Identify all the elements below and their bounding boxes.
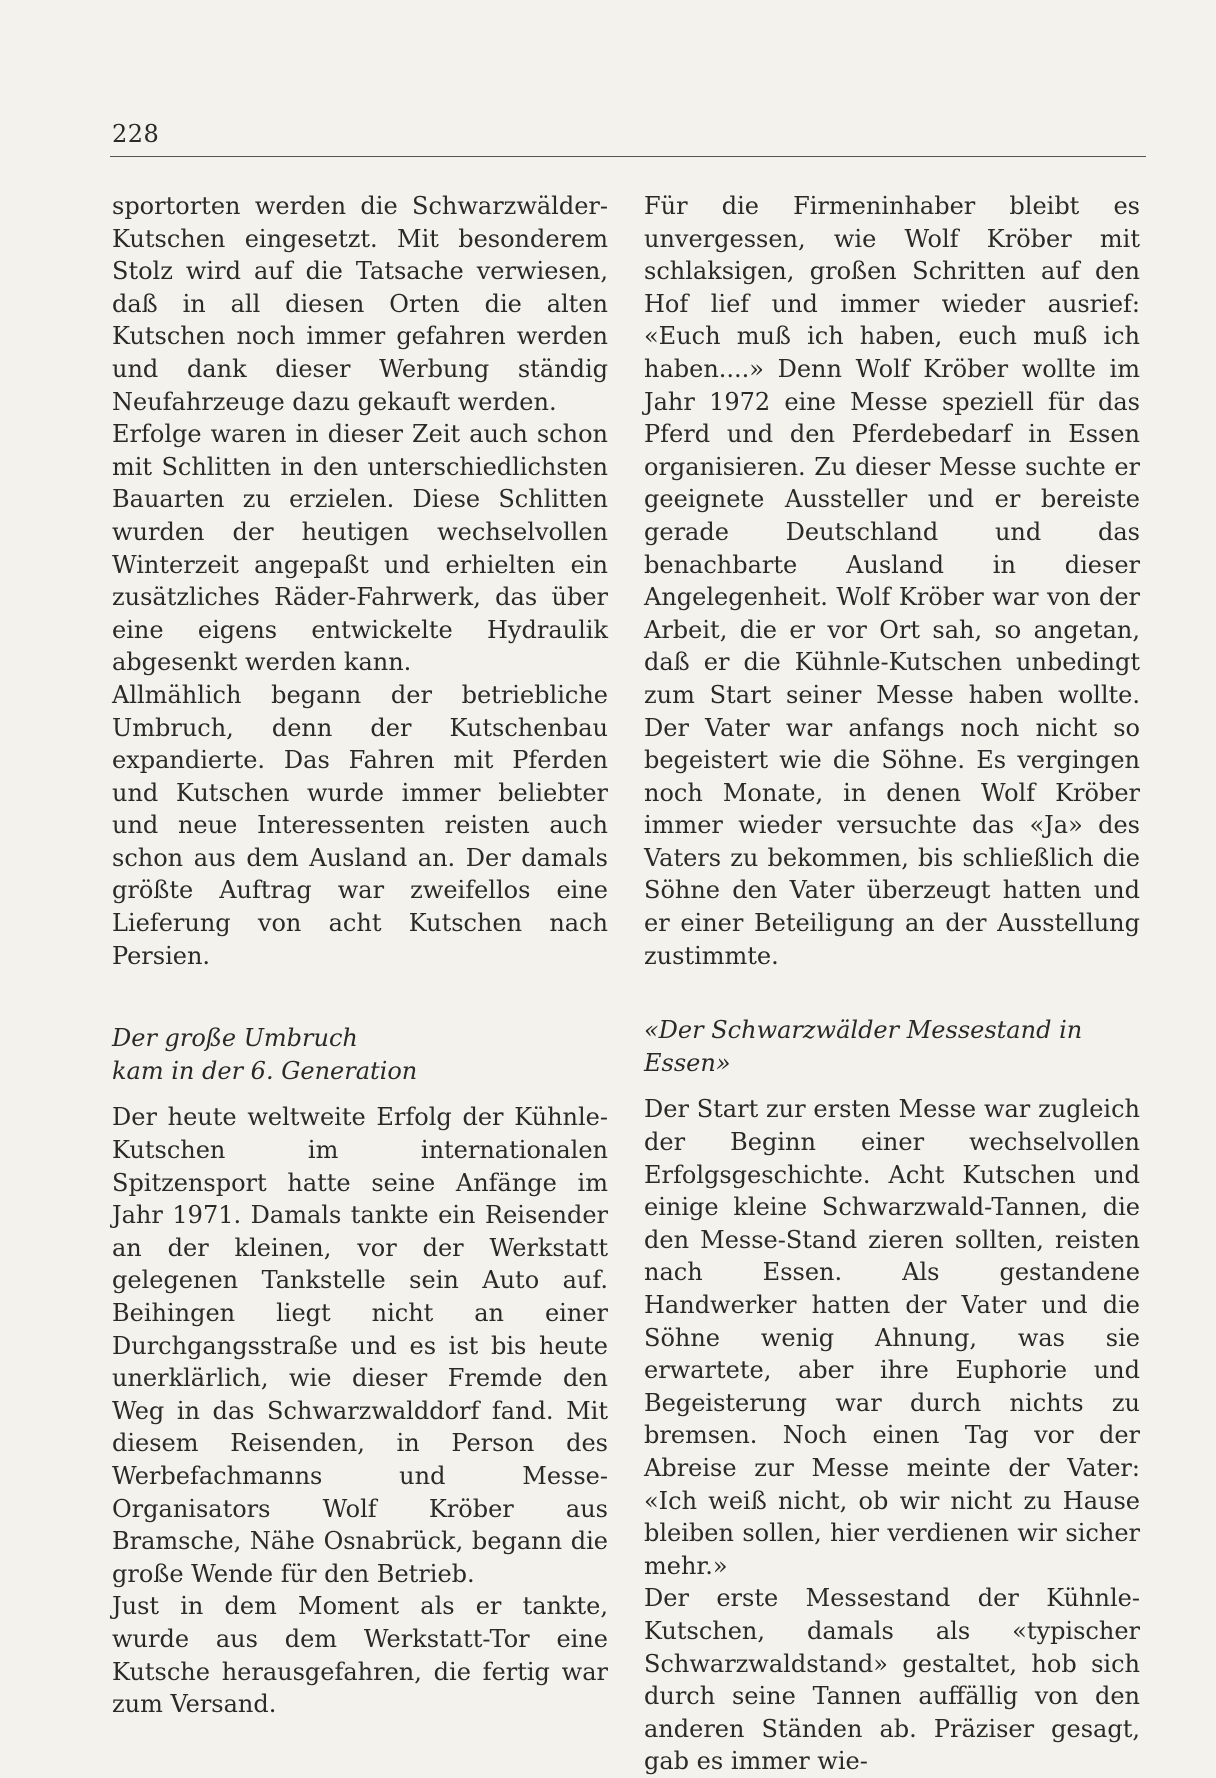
section-heading-line: Der große Umbruch xyxy=(112,1024,358,1053)
left-column xyxy=(112,190,608,1721)
section-heading xyxy=(112,1022,608,1087)
paragraph: Der Start zur ersten Messe war zugleich der Beginn einer wechselvollen Erfolgsgeschichte. Acht Kutschen und einige kleine Schwarzwald-Tannen, die den Messe-Stand zieren sollten, reisten nach Essen. Als gestandene Handwerker hatten der Vater und die Söhne wenig Ahnung, was sie erwartete, aber ihre Euphorie und Begeisterung war durch nichts zu bremsen. Noch einen Tag vor der Abreise zur Messe meinte der Vater: «Ich weiß nicht, ob wir nicht zu Hause bleiben sollen, hier verdienen wir sicher mehr.» xyxy=(644,1095,1140,1580)
paragraph: Der heute weltweite Erfolg der Kühnle-Kutschen im internationalen Spitzensport hatte seine Anfänge im Jahr 1971. Damals tankte ein Reisender an der kleinen, vor der Werkstatt gelegenen Tankstelle sein Auto auf. Beihingen liegt nicht an einer Durchgangsstraße und es ist bis heute unerklärlich, wie dieser Fremde den Weg in das Schwarzwalddorf fand. Mit diesem Reisenden, in Person des Werbefachmanns und Messe-Organisators Wolf Kröber aus Bramsche, Nähe Osnabrück, begann die große Wende für den Betrieb. xyxy=(112,1103,608,1588)
right-column xyxy=(644,190,1140,1778)
section-heading: «Der Schwarzwälder Messestand in Essen» xyxy=(644,1016,1083,1077)
paragraph: Just in dem Moment als er tankte, wurde aus dem Werkstatt-Tor eine Kutsche herausgefahren, die fertig war zum Versand. xyxy=(112,1592,608,1719)
page-number: 228 xyxy=(112,120,160,148)
section-heading-line: kam in der 6. Generation xyxy=(112,1056,418,1085)
header-rule xyxy=(110,156,1146,157)
paragraph: Allmählich begann der betriebliche Umbruch, denn der Kutschenbau expandierte. Das Fahren mit Pferden und Kutschen wurde immer beliebter und neue Interessenten reisten auch schon aus dem Ausland an. Der damals größte Auftrag war zweifellos eine Lieferung von acht Kutschen nach Persien. xyxy=(112,680,608,970)
paragraph: sportorten werden die Schwarzwälder-Kutschen eingesetzt. Mit besonderem Stolz wird auf die Tatsache verwiesen, daß in all diesen Orten die alten Kutschen noch immer gefahren werden und dank dieser Werbung ständig Neufahrzeuge dazu gekauft werden. xyxy=(112,192,608,416)
paragraph: Der erste Messestand der Kühnle-Kutschen, damals als «typischer Schwarzwaldstand» gestaltet, hob sich durch seine Tannen auffällig von den anderen Ständen ab. Präziser gesagt, gab es immer wie- xyxy=(644,1584,1140,1776)
paragraph: Für die Firmeninhaber bleibt es unvergessen, wie Wolf Kröber mit schlaksigen, großen Schritten auf den Hof lief und immer wieder ausrief: «Euch muß ich haben, euch muß ich haben....» Denn Wolf Kröber wollte im Jahr 1972 eine Messe speziell für das Pferd und den Pferdebedarf in Essen organisieren. Zu dieser Messe suchte er geeignete Aussteller und er bereiste gerade Deutschland und das benachbarte Ausland in dieser Angelegenheit. Wolf Kröber war von der Arbeit, die er vor Ort sah, so angetan, daß er die Kühnle-Kutschen unbedingt zum Start seiner Messe haben wollte. Der Vater war anfangs noch nicht so begeistert wie die Söhne. Es vergingen noch Monate, in denen Wolf Kröber immer wieder versuchte das «Ja» des Vaters zu bekommen, bis schließlich die Söhne den Vater überzeugt hatten und er einer Beteiligung an der Ausstellung zustimmte. xyxy=(644,192,1140,970)
paragraph: Erfolge waren in dieser Zeit auch schon mit Schlitten in den unterschiedlichsten Bauarten zu erzielen. Diese Schlitten wurden der heutigen wechselvollen Winterzeit angepaßt und erhielten ein zusätzliches Räder-Fahrwerk, das über eine eigens entwickelte Hydraulik abgesenkt werden kann. xyxy=(112,420,608,677)
